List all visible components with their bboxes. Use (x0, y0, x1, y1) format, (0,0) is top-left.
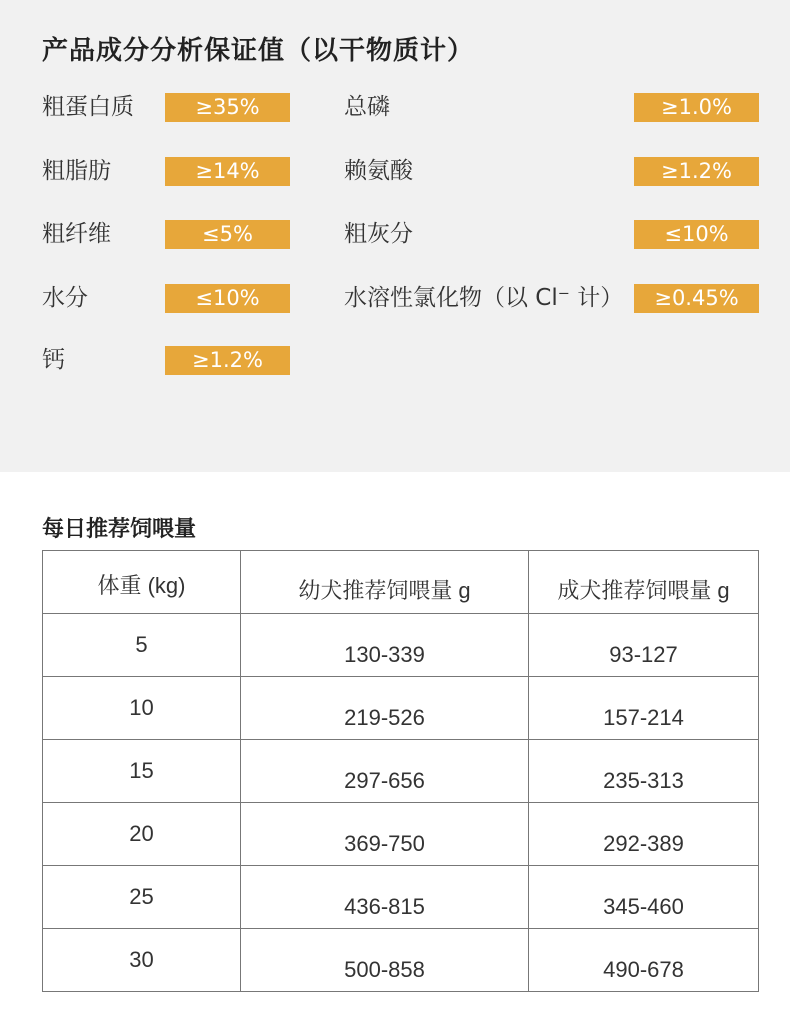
feeding-table (42, 550, 759, 992)
nutrient-value-crude-fiber: ≤5% (165, 220, 290, 249)
cell-puppy-amount: 500-858 (241, 929, 529, 992)
nutrient-label-crude-fat: 粗脂肪 (42, 158, 111, 184)
cell-adult-amount: 93-127 (529, 614, 759, 677)
nutrient-value-calcium: ≥1.2% (165, 346, 290, 375)
table-header-row (43, 551, 759, 614)
nutrient-value-crude-fat: ≥14% (165, 157, 290, 186)
table-row (43, 614, 759, 677)
cell-adult-amount: 292-389 (529, 803, 759, 866)
table-row (43, 677, 759, 740)
header-weight: 体重 (kg) (43, 551, 241, 614)
table-row (43, 929, 759, 992)
analysis-section (0, 0, 790, 472)
cell-weight: 30 (43, 929, 241, 992)
cell-adult-amount: 345-460 (529, 866, 759, 929)
nutrient-value-crude-ash: ≤10% (634, 220, 759, 249)
cell-weight: 5 (43, 614, 241, 677)
nutrient-label-moisture: 水分 (42, 285, 88, 311)
nutrient-label-water-soluble-chloride: 水溶性氯化物（以 Cl⁻ 计） (344, 285, 624, 311)
nutrient-label-crude-ash: 粗灰分 (344, 221, 413, 247)
header-adult-amount: 成犬推荐饲喂量 g (529, 551, 759, 614)
cell-weight: 10 (43, 677, 241, 740)
cell-weight: 20 (43, 803, 241, 866)
cell-weight: 25 (43, 866, 241, 929)
cell-adult-amount: 235-313 (529, 740, 759, 803)
table-row (43, 866, 759, 929)
nutrient-label-lysine: 赖氨酸 (344, 158, 413, 184)
cell-adult-amount: 490-678 (529, 929, 759, 992)
cell-puppy-amount: 369-750 (241, 803, 529, 866)
nutrient-value-crude-protein: ≥35% (165, 93, 290, 122)
cell-puppy-amount: 219-526 (241, 677, 529, 740)
cell-puppy-amount: 297-656 (241, 740, 529, 803)
nutrient-label-crude-fiber: 粗纤维 (42, 221, 111, 247)
cell-puppy-amount: 436-815 (241, 866, 529, 929)
nutrient-label-total-phosphorus: 总磷 (344, 94, 390, 120)
nutrient-label-crude-protein: 粗蛋白质 (42, 94, 134, 120)
nutrient-label-calcium: 钙 (42, 347, 65, 373)
cell-adult-amount: 157-214 (529, 677, 759, 740)
cell-weight: 15 (43, 740, 241, 803)
header-puppy-amount: 幼犬推荐饲喂量 g (241, 551, 529, 614)
analysis-title: 产品成分分析保证值（以干物质计） (42, 36, 475, 66)
feeding-title: 每日推荐饲喂量 (42, 517, 197, 542)
table-row (43, 740, 759, 803)
nutrient-value-lysine: ≥1.2% (634, 157, 759, 186)
table-row (43, 803, 759, 866)
cell-puppy-amount: 130-339 (241, 614, 529, 677)
nutrient-value-total-phosphorus: ≥1.0% (634, 93, 759, 122)
nutrient-value-moisture: ≤10% (165, 284, 290, 313)
nutrient-value-water-soluble-chloride: ≥0.45% (634, 284, 759, 313)
